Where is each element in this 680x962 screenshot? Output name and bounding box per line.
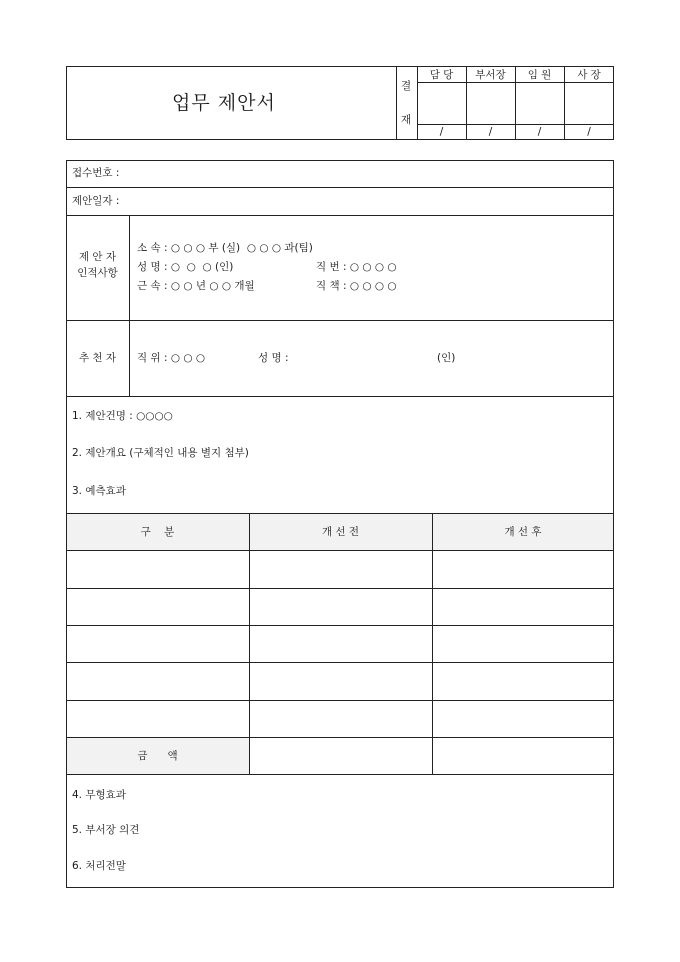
dept-head-opinion: 5. 부서장 의견: [72, 824, 140, 836]
processing-result: 6. 처리전말: [72, 860, 126, 872]
recommender-name: 성 명 :: [258, 352, 289, 364]
approval-label-2: 재: [401, 114, 412, 126]
total-amount-label: 금 액: [137, 750, 178, 762]
approver-staff: 담 당: [429, 69, 454, 81]
proposal-overview: 2. 제안개요 (구체적인 내용 별지 첨부): [72, 447, 249, 459]
expected-effects: 3. 예측효과: [72, 485, 126, 497]
proposer-name: 성 명 : ○ ○ ○ (인): [137, 261, 234, 273]
date-mark: /: [439, 126, 444, 138]
intangible-effects: 4. 무형효과: [72, 789, 126, 801]
proposer-employee-no: 직 번 : ○ ○ ○ ○: [316, 261, 397, 273]
table-header-category: 구 분: [140, 526, 175, 538]
date-mark: /: [587, 126, 591, 138]
date-mark: /: [537, 126, 542, 138]
proposer-tenure: 근 속 : ○ ○ 년 ○ ○ 개월: [137, 280, 255, 292]
proposal-title: 1. 제안건명 : ○○○○: [72, 410, 173, 422]
approver-ceo: 사 장: [577, 69, 601, 81]
approval-label-1: 결: [401, 80, 412, 92]
approver-executive: 임 원: [527, 69, 552, 81]
table-header-after: 개 선 후: [504, 526, 542, 538]
approver-dept-head: 부서장: [475, 69, 506, 81]
receipt-number-label: 접수번호 :: [72, 167, 120, 179]
proposer-duty: 직 책 : ○ ○ ○ ○: [316, 280, 397, 292]
recommender-seal: (인): [437, 352, 456, 364]
document-title: 업무 제안서: [172, 92, 276, 114]
recommender-rank: 직 위 : ○ ○ ○: [137, 352, 205, 364]
table-header-before: 개 선 전: [321, 526, 360, 538]
proposal-date-label: 제안일자 :: [72, 195, 120, 207]
proposer-dept: 소 속 : ○ ○ ○ 부 (실) ○ ○ ○ 과(팀): [137, 242, 313, 254]
date-mark: /: [488, 126, 493, 138]
proposer-label-sub: 인적사항: [77, 267, 118, 279]
proposer-label: 제 안 자: [78, 251, 117, 263]
recommender-label: 추 천 자: [78, 352, 117, 364]
